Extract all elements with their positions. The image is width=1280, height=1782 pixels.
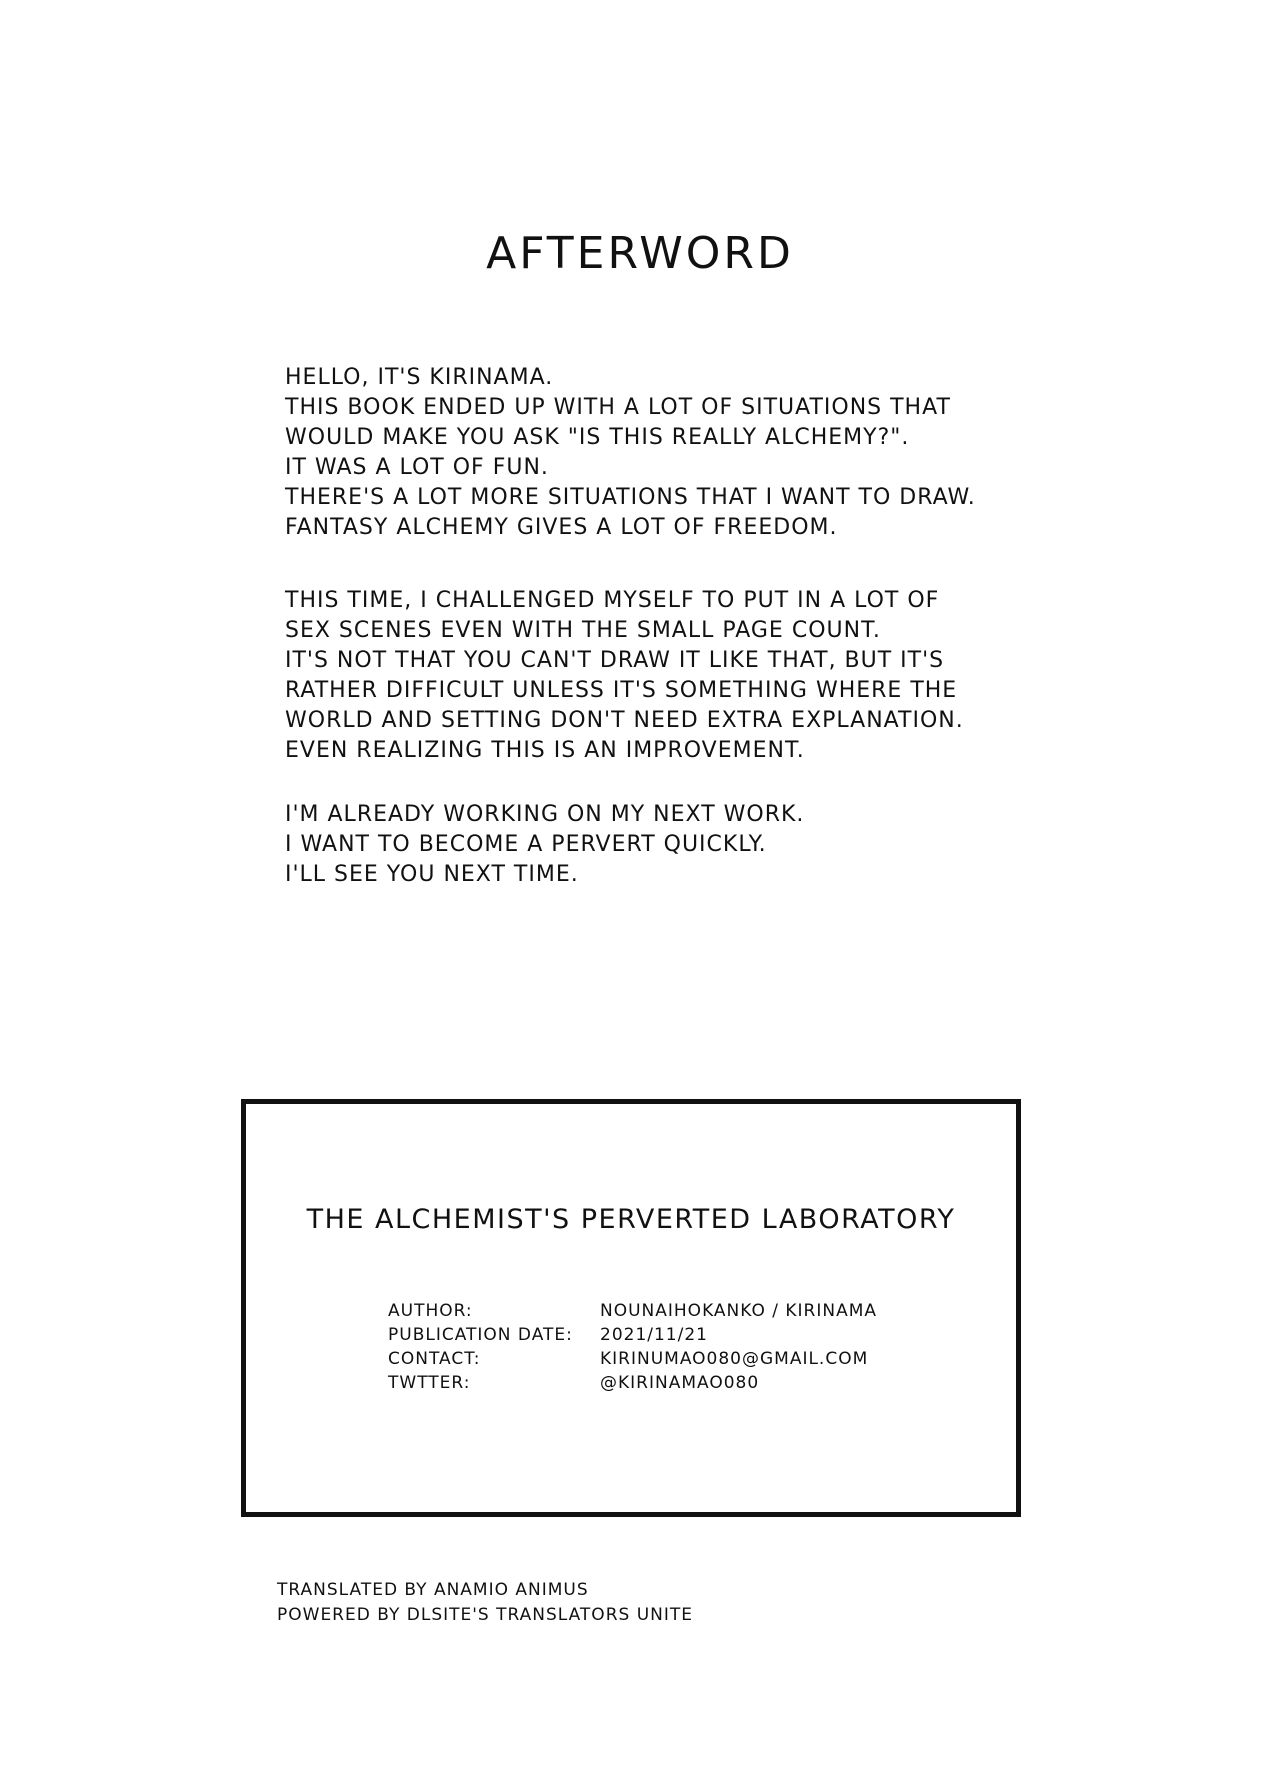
- paragraph-line: HELLO, IT'S KIRINAMA.: [285, 365, 554, 390]
- paragraph-line: I'M ALREADY WORKING ON MY NEXT WORK.: [285, 802, 805, 827]
- colophon-value: @KIRINAMAO080: [600, 1373, 760, 1393]
- colophon-info-table: [388, 1299, 877, 1395]
- page-title: AFTERWORD: [486, 228, 794, 279]
- colophon-value: KIRINUMAO080@GMAIL.COM: [600, 1349, 869, 1369]
- paragraph-line: THIS BOOK ENDED UP WITH A LOT OF SITUATIONS THAT: [285, 395, 951, 420]
- paragraph-line: IT'S NOT THAT YOU CAN'T DRAW IT LIKE THAT, BUT IT'S: [285, 648, 945, 673]
- paragraph-line: THERE'S A LOT MORE SITUATIONS THAT I WANT TO DRAW.: [285, 485, 976, 510]
- paragraph-line: THIS TIME, I CHALLENGED MYSELF TO PUT IN A LOT OF: [285, 588, 940, 613]
- colophon-label: CONTACT:: [388, 1349, 481, 1369]
- afterword-paragraph-3: [285, 800, 1065, 890]
- colophon-label: PUBLICATION DATE:: [388, 1325, 573, 1345]
- afterword-paragraph-1: [285, 363, 1065, 543]
- paragraph-line: RATHER DIFFICULT UNLESS IT'S SOMETHING WHERE THE: [285, 678, 958, 703]
- paragraph-line: SEX SCENES EVEN WITH THE SMALL PAGE COUNT.: [285, 618, 881, 643]
- paragraph-line: FANTASY ALCHEMY GIVES A LOT OF FREEDOM.: [285, 515, 838, 540]
- colophon-value: NOUNAIHOKANKO / KIRINAMA: [600, 1301, 878, 1321]
- paragraph-line: I WANT TO BECOME A PERVERT QUICKLY.: [285, 832, 767, 857]
- paragraph-line: I'LL SEE YOU NEXT TIME.: [285, 862, 579, 887]
- book-title: THE ALCHEMIST'S PERVERTED LABORATORY: [306, 1204, 956, 1235]
- credit-line: TRANSLATED BY ANAMIO ANIMUS: [277, 1580, 589, 1600]
- colophon-row-twitter: [388, 1371, 877, 1395]
- colophon-row-publication-date: [388, 1323, 877, 1347]
- colophon-label: AUTHOR:: [388, 1301, 473, 1321]
- colophon-box: [241, 1099, 1021, 1517]
- afterword-paragraph-2: [285, 586, 1065, 766]
- colophon-row-author: [388, 1299, 877, 1323]
- colophon-value: 2021/11/21: [600, 1325, 708, 1345]
- translation-credits: [277, 1578, 693, 1628]
- paragraph-line: WOULD MAKE YOU ASK "IS THIS REALLY ALCHEMY?".: [285, 425, 910, 450]
- paragraph-line: IT WAS A LOT OF FUN.: [285, 455, 549, 480]
- colophon-row-contact: [388, 1347, 877, 1371]
- colophon-label: TWTTER:: [388, 1373, 471, 1393]
- paragraph-line: WORLD AND SETTING DON'T NEED EXTRA EXPLANATION.: [285, 708, 964, 733]
- credit-line: POWERED BY DLSITE'S TRANSLATORS UNITE: [277, 1605, 693, 1625]
- paragraph-line: EVEN REALIZING THIS IS AN IMPROVEMENT.: [285, 738, 805, 763]
